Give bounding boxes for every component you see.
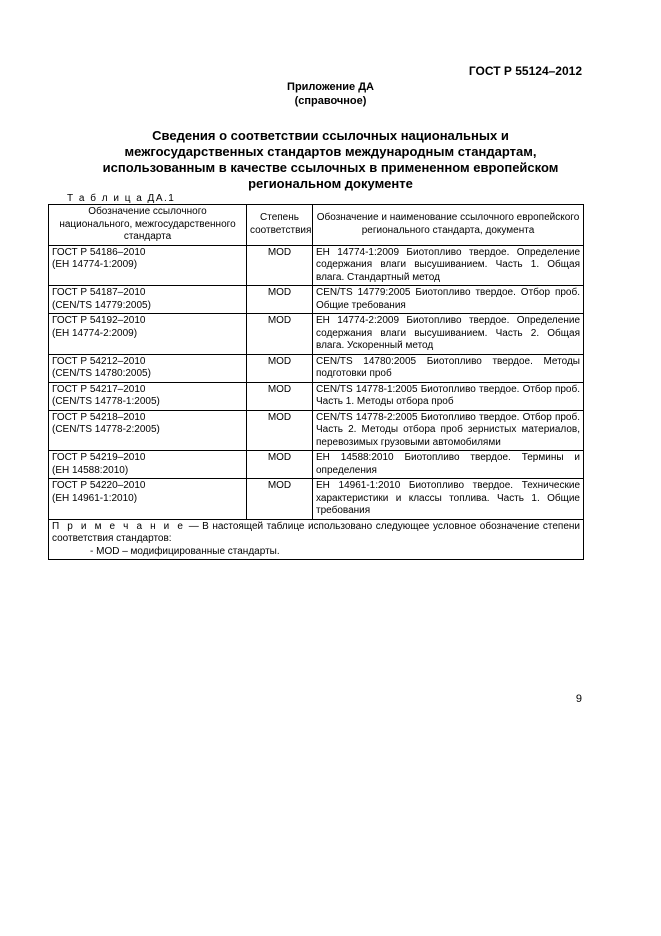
national-code: ГОСТ Р 54218–2010 — [52, 411, 146, 423]
european-standard-cell: ЕН 14774-2:2009 Биотопливо твердое. Определение содержания влаги высушиванием. Часть 2. Общая влага. Ускоренный метод — [313, 314, 584, 355]
table-row — [49, 314, 584, 355]
page-number: 9 — [575, 693, 582, 705]
european-standard-cell: ЕН 14961-1:2010 Биотопливо твердое. Технические характеристики и классы топлива. Часть 1. Общие требования — [313, 479, 584, 520]
header-degree: Степень соответствия — [247, 205, 313, 246]
degree-cell: MOD — [247, 245, 313, 286]
national-standard-cell — [49, 479, 247, 520]
table-note-row — [49, 519, 584, 560]
national-code: ГОСТ Р 54220–2010 — [52, 480, 146, 491]
title-line-3: использованным в качестве ссылочных в примененном европейском — [102, 160, 559, 175]
table-label: Т а б л и ц а ДА.1 — [67, 193, 176, 204]
table-row — [49, 410, 584, 451]
national-ref: (ЕН 14774-2:2009) — [52, 327, 138, 339]
table-row — [49, 245, 584, 286]
table-row — [49, 451, 584, 479]
appendix-title: Приложение ДА — [287, 81, 374, 93]
degree-cell: MOD — [247, 451, 313, 479]
title-line-2: межгосударственных стандартов международным стандартам, — [124, 144, 537, 159]
degree-cell: MOD — [247, 382, 313, 410]
national-code: ГОСТ Р 54219–2010 — [52, 452, 146, 463]
appendix-subtitle: (справочное) — [294, 95, 367, 107]
national-standard-cell — [49, 245, 247, 286]
note-paragraph — [52, 521, 580, 546]
note-text: — В настоящей таблице использовано следующее условное обозначение степени соответствия стандартов: — [52, 520, 580, 544]
national-code: ГОСТ Р 54192–2010 — [52, 315, 146, 326]
national-ref: (ЕН 14774-1:2009) — [52, 259, 138, 270]
european-standard-cell: CEN/TS 14778-1:2005 Биотопливо твердое. Отбор проб. Часть 1. Методы отбора проб — [313, 382, 584, 410]
table-row — [49, 382, 584, 410]
national-ref: (ЕН 14588:2010) — [52, 464, 129, 476]
european-standard-cell: ЕН 14588:2010 Биотопливо твердое. Термины и определения — [313, 451, 584, 479]
national-ref: (CEN/TS 14778-1:2005) — [52, 396, 160, 407]
document-code: ГОСТ Р 55124–2012 — [468, 64, 582, 78]
national-code: ГОСТ Р 54212–2010 — [52, 355, 146, 367]
national-code: ГОСТ Р 54217–2010 — [52, 383, 146, 395]
national-standard-cell — [49, 410, 247, 451]
national-ref: (CEN/TS 14780:2005) — [52, 368, 151, 379]
standards-table — [48, 204, 584, 560]
header-european-standard: Обозначение и наименование ссылочного европейского регионального стандарта, документа — [313, 205, 584, 246]
national-code: ГОСТ Р 54187–2010 — [52, 287, 146, 298]
national-code: ГОСТ Р 54186–2010 — [52, 246, 146, 258]
degree-cell: MOD — [247, 286, 313, 314]
national-standard-cell — [49, 286, 247, 314]
national-standard-cell — [49, 451, 247, 479]
table-row — [49, 479, 584, 520]
title-line-4: региональном документе — [248, 176, 413, 191]
european-standard-cell: ЕН 14774-1:2009 Биотопливо твердое. Определение содержания влаги высушиванием. Часть 1. Общая влага. Стандартный метод — [313, 245, 584, 286]
table-note — [49, 519, 584, 560]
national-standard-cell — [49, 382, 247, 410]
degree-cell: MOD — [247, 410, 313, 451]
national-standard-cell — [49, 314, 247, 355]
national-ref: (CEN/TS 14779:2005) — [52, 299, 151, 311]
national-standard-cell — [49, 354, 247, 382]
table-row — [49, 286, 584, 314]
note-head: П р и м е ч а н и е — [52, 520, 186, 532]
table-header-row — [49, 205, 584, 246]
national-ref: (ЕН 14961-1:2010) — [52, 492, 138, 504]
document-title — [40, 128, 621, 192]
european-standard-cell: CEN/TS 14779:2005 Биотопливо твердое. Отбор проб. Общие требования — [313, 286, 584, 314]
title-line-1: Сведения о соответствии ссылочных национальных и — [152, 128, 509, 143]
national-ref: (CEN/TS 14778-2:2005) — [52, 424, 160, 435]
header-national-standard: Обозначение ссылочного национального, межгосударственного стандарта — [49, 205, 247, 246]
appendix-heading — [0, 80, 661, 108]
european-standard-cell: CEN/TS 14780:2005 Биотопливо твердое. Методы подготовки проб — [313, 354, 584, 382]
note-item: - MOD – модифицированные стандарты. — [90, 545, 280, 557]
degree-cell: MOD — [247, 479, 313, 520]
table-row — [49, 354, 584, 382]
european-standard-cell: CEN/TS 14778-2:2005 Биотопливо твердое. Отбор проб. Часть 2. Методы отбора проб зернистых материалов, перевозимых грузовыми автомобилями — [313, 410, 584, 451]
degree-cell: MOD — [247, 314, 313, 355]
degree-cell: MOD — [247, 354, 313, 382]
